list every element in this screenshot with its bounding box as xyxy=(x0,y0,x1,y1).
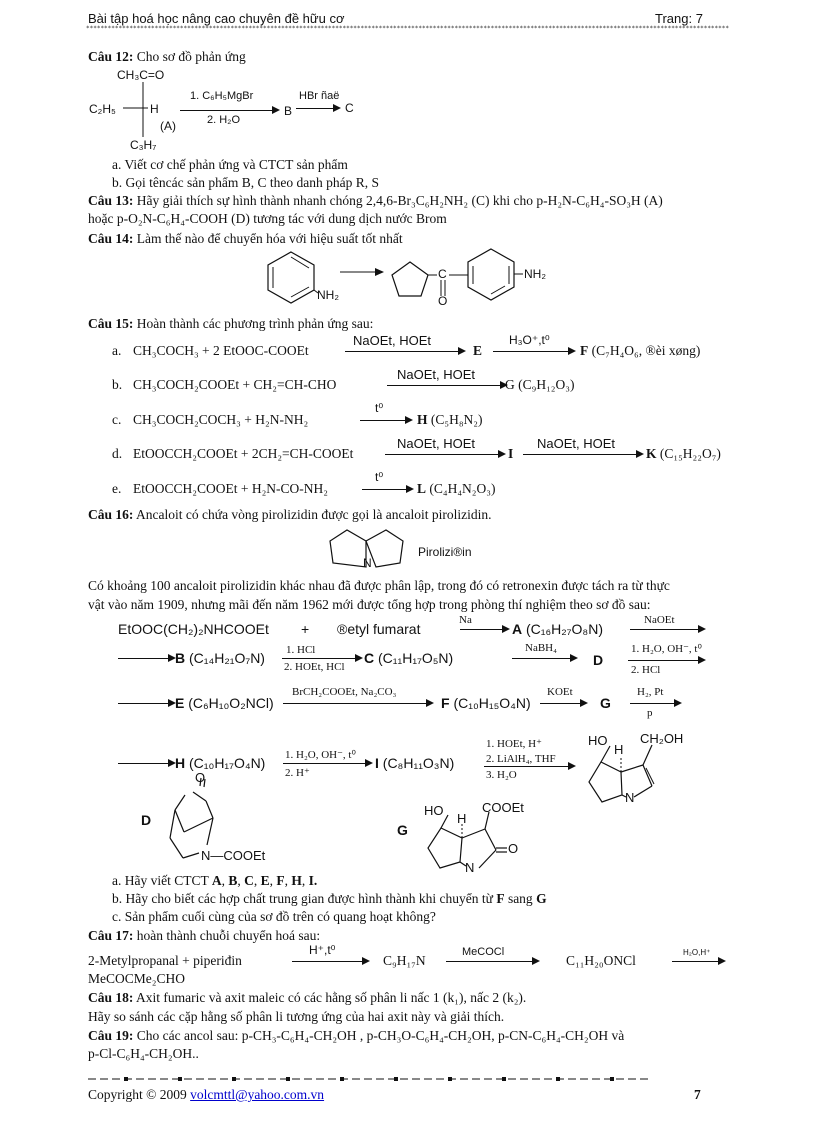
scheme-c: C xyxy=(345,101,354,115)
q12-item-a: a. Viết cơ chế phản ứng và CTCT sản phẩm xyxy=(112,157,348,172)
q17-p1: C₉H₁₇N xyxy=(383,953,426,968)
question-13-cont: hoặc p-O₂N-C₆H₄-COOH (D) tương tác với dung dịch nước Brom xyxy=(88,211,447,226)
struct-g-label: G xyxy=(397,822,408,838)
row2-r1b: 2. HOEt, HCl xyxy=(284,661,345,673)
q12-item-b: b. Gọi têncác sản phẩm B, C theo danh pháp R, S xyxy=(112,175,379,190)
struct-g-ho: HO xyxy=(424,803,444,818)
question-text: Hoàn thành các phương trình phản ứng sau: xyxy=(136,316,374,331)
q15c-p1: H (C₅H₈N₂) xyxy=(417,412,483,427)
question-text: Cho các ancol sau: p-CH₃-C₆H₄-CH₂OH , p-CH₃O-C₆H₄-CH₂OH, p-CN-C₆H₄-CH₂OH và xyxy=(136,1028,625,1043)
row2-r1a: 1. HCl xyxy=(286,644,316,656)
footer-copyright xyxy=(88,1087,324,1103)
row2-d: D xyxy=(593,652,604,668)
nh2-right: NH₂ xyxy=(524,267,546,281)
question-text: Axit fumaric và axit maleic có các hằng số phân li nấc 1 (k₁), nấc 2 (k₂). xyxy=(136,990,527,1005)
struct-g-n: N xyxy=(465,860,475,875)
document-title: Bài tập hoá học nâng cao chuyên đề hữu cơ xyxy=(88,11,345,26)
scheme-a: (A) xyxy=(160,119,176,133)
row4-h: H (C₁₀H₁₇O₄N) xyxy=(175,755,266,771)
scheme-left: C₂H₅ xyxy=(89,102,116,116)
row2-r2: NaBH₄ xyxy=(525,642,557,654)
question-label: Câu 13: xyxy=(88,193,134,208)
scheme-reagent-2: 2. H₂O xyxy=(207,114,240,126)
row2-r3b: 2. HCl xyxy=(631,664,661,676)
row2-r3a: 1. H₂O, OH⁻, t⁰ xyxy=(631,643,702,655)
q17-r2: MeCOCl xyxy=(462,946,505,958)
retro-ho: HO xyxy=(588,733,608,748)
row4-r2b: 2. LiAlH₄, THF xyxy=(486,753,556,765)
q15a-r2: H₃O⁺,t⁰ xyxy=(509,333,550,347)
q15a-p1: E xyxy=(473,343,483,358)
q15c-lead: c. xyxy=(112,412,122,427)
question-label: Câu 16: xyxy=(88,507,134,522)
scheme-reagent-3: HBr ñaë xyxy=(299,90,340,102)
q16-item-b: b. Hãy cho biết các hợp chất trung gian được hình thành khi chuyển từ F sang G xyxy=(112,891,547,906)
ketone-o: O xyxy=(438,294,448,308)
row3-f: F (C₁₀H₁₅O₄N) xyxy=(441,695,531,711)
retro-h: H xyxy=(614,742,624,757)
q15b-r1: NaOEt, HOEt xyxy=(397,367,476,382)
q16-para2: vật vào năm 1909, nhưng mãi đến năm 1962 mới được tổng hợp trong phòng thí nghiệm theo sơ đồ sau: xyxy=(88,597,651,612)
q15b-p1: G (C₉H₁₂O₃) xyxy=(505,377,575,392)
q17-r3: H₂O,H⁺ xyxy=(683,948,711,957)
q15d-r2: NaOEt, HOEt xyxy=(537,436,616,451)
scheme-h: H xyxy=(150,102,159,116)
row1-r2: NaOEt xyxy=(644,614,675,626)
row4-r2c: 3. H₂O xyxy=(486,769,517,781)
question-label: Câu 19: xyxy=(88,1028,134,1043)
email-link[interactable]: volcmttl@yahoo.com.vn xyxy=(190,1087,325,1102)
row3-r3b: p xyxy=(647,707,653,719)
row3-r2: KOEt xyxy=(547,686,573,698)
question-text: hoàn thành chuỗi chuyển hoá sau: xyxy=(136,928,321,943)
question-text: Hãy giải thích sự hình thành nhanh chóng 2,4,6-Br₃C₆H₂NH₂ (C) khi cho p-H₂N-C₆H₄-SO₃H (A) xyxy=(136,193,663,208)
q17-r1: H⁺,t⁰ xyxy=(309,943,336,957)
struct-g-h: H xyxy=(457,811,467,826)
ketone-c: C xyxy=(438,267,447,281)
q15d-lhs: EtOOCCH₂COOEt + 2CH₂=CH-COOEt xyxy=(133,446,354,461)
scheme-reagent-1: 1. C₆H₅MgBr xyxy=(190,90,254,102)
struct-d-o: O xyxy=(195,770,206,785)
struct-d-label: D xyxy=(141,812,152,828)
q15e-p1: L (C₄H₄N₂O₃) xyxy=(417,481,496,496)
copyright-text: Copyright © 2009 xyxy=(88,1087,187,1102)
nh2-left: NH₂ xyxy=(317,288,339,302)
q15d-p2: K (C₁₅H₂₂O₇) xyxy=(646,446,721,461)
row1-r1: Na xyxy=(459,614,472,626)
pyrrolizidine-name: Pirolizi®in xyxy=(418,545,472,559)
question-text: Làm thế nào để chuyển hóa với hiệu suất tốt nhất xyxy=(136,231,403,246)
row1-s2: ®etyl fumarat xyxy=(337,621,421,637)
row4-r1a: 1. H₂O, OH⁻, t⁰ xyxy=(285,749,356,761)
retro-ch2oh: CH₂OH xyxy=(640,731,684,746)
question-label: Câu 12: xyxy=(88,49,134,64)
q15e-lead: e. xyxy=(112,481,122,496)
question-label: Câu 17: xyxy=(88,928,134,943)
question-text: Ancaloit có chứa vòng pirolizidin được gọi là ancaloit pirolizidin. xyxy=(136,507,492,522)
struct-g-cooet: COOEt xyxy=(482,800,524,815)
q17-p3: MeCOCMe₂CHO xyxy=(88,971,185,986)
q15c-r1: t⁰ xyxy=(375,401,384,415)
q15a-p2: F (C₇H₄O₆, ®èi xøng) xyxy=(580,343,701,358)
q16-item-a: a. Hãy viết CTCT A, B, C, E, F, H, I. xyxy=(112,873,318,888)
scheme-bottom: C₃H₇ xyxy=(130,138,157,152)
row1-a: A (C₁₆H₂₇O₈N) xyxy=(512,621,603,637)
q16-item-c: c. Sản phẩm cuối cùng của sơ đồ trên có quang hoạt không? xyxy=(112,909,436,924)
struct-d-ncooet: N—COOEt xyxy=(201,848,266,863)
q15b-lead: b. xyxy=(112,377,123,392)
question-text: Cho sơ đồ phản ứng xyxy=(136,49,246,64)
question-label: Câu 14: xyxy=(88,231,134,246)
q15d-p1: I xyxy=(508,446,514,461)
row3-r1: BrCH₂COOEt, Na₂CO₃ xyxy=(292,686,397,698)
row2-c: C (C₁₁H₁₇O₅N) xyxy=(364,650,454,666)
q16-para1: Có khoảng 100 ancaloit pirolizidin khác nhau đã được phân lập, trong đó có retronexin được tách ra từ thực xyxy=(88,578,670,593)
scheme-top: CH₃C=O xyxy=(117,68,165,82)
q15b-lhs: CH₃COCH₂COOEt + CH₂=CH-CHO xyxy=(133,377,337,392)
row3-g: G xyxy=(600,695,611,711)
row1-plus: + xyxy=(301,621,310,637)
header-divider: ********************************************************************************************************************************************************************************** xyxy=(86,25,729,32)
q15d-r1: NaOEt, HOEt xyxy=(397,436,476,451)
question-label: Câu 18: xyxy=(88,990,134,1005)
retro-n: N xyxy=(625,790,635,805)
row1-s1: EtOOC(CH₂)₂NHCOOEt xyxy=(118,621,269,637)
question-label: Câu 15: xyxy=(88,316,134,331)
q15e-lhs: EtOOCCH₂COOEt + H₂N-CO-NH₂ xyxy=(133,481,328,496)
row4-r2a: 1. HOEt, H⁺ xyxy=(486,738,542,750)
row3-r3a: H₂, Pt xyxy=(637,686,664,698)
q15a-r1: NaOEt, HOEt xyxy=(353,333,432,348)
row2-b: B (C₁₄H₂₁O₇N) xyxy=(175,650,265,666)
row4-i: I (C₈H₁₁O₃N) xyxy=(375,755,455,771)
struct-g-o: O xyxy=(508,841,519,856)
q15a-lhs: CH₃COCH₃ + 2 EtOOC-COOEt xyxy=(133,343,309,358)
q15c-lhs: CH₃COCH₂COCH₃ + H₂N-NH₂ xyxy=(133,412,309,427)
question-19-cont: p-Cl-C₆H₄-CH₂OH.. xyxy=(88,1046,199,1061)
q15d-lead: d. xyxy=(112,446,123,461)
ring-n: N xyxy=(363,556,372,570)
row4-r1b: 2. H⁺ xyxy=(285,767,310,779)
q17-p2: C₁₁H₂₀ONCl xyxy=(566,953,636,968)
footer-page-number: 7 xyxy=(694,1087,701,1102)
q15e-r1: t⁰ xyxy=(375,470,384,484)
row3-e: E (C₆H₁₀O₂NCl) xyxy=(175,695,274,711)
q17-s1: 2-Metylpropanal + piperiđin xyxy=(88,953,242,968)
q15a-lead: a. xyxy=(112,343,122,358)
question-18-cont: Hãy so sánh các cặp hằng số phân li tương ứng của hai axit này và giải thích. xyxy=(88,1009,505,1024)
page-label: Trang: 7 xyxy=(655,11,703,26)
scheme-b: B xyxy=(284,104,293,118)
